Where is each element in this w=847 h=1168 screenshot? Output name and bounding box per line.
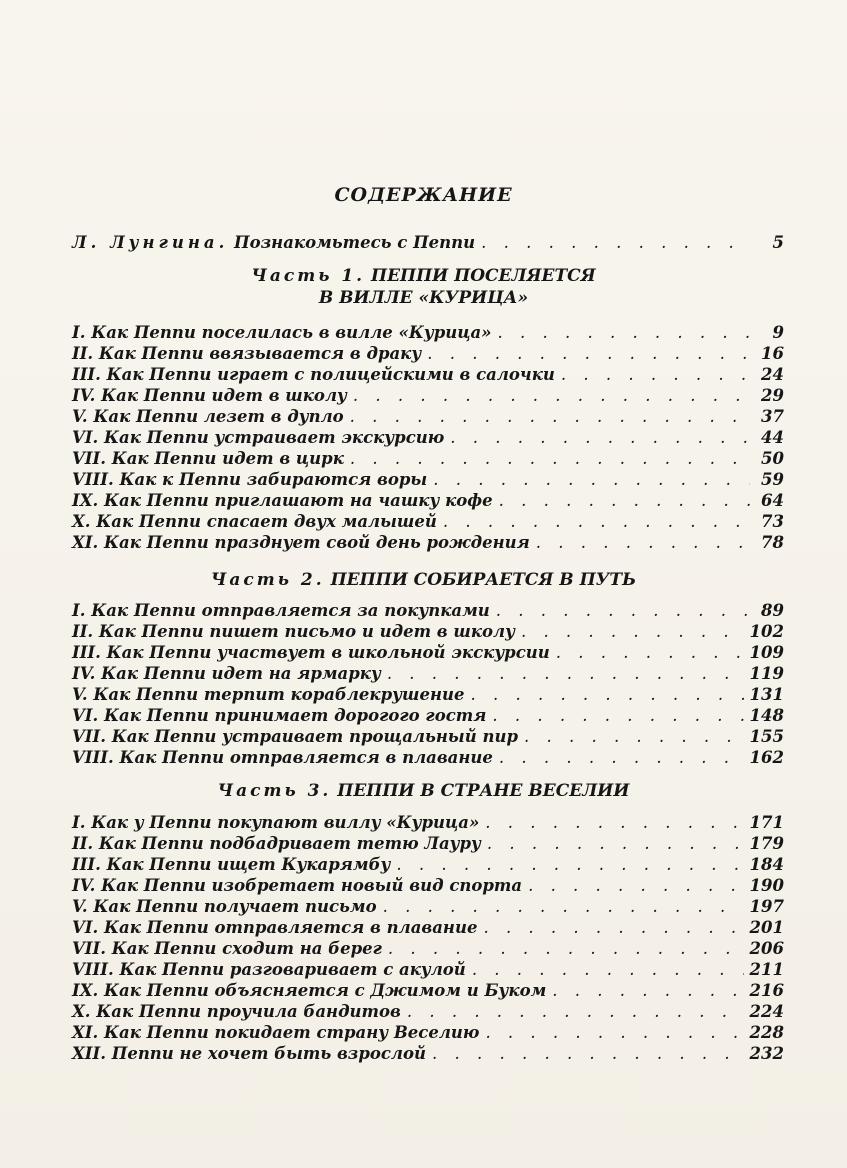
toc-entry-page: 5 bbox=[772, 233, 784, 252]
leader-dots bbox=[407, 1001, 744, 1022]
leader-dots bbox=[443, 511, 750, 532]
toc-entry[interactable] bbox=[72, 1043, 784, 1064]
toc-entry-title: I. Как у Пеппи покупают виллу «Курица» bbox=[72, 813, 480, 832]
toc-entry[interactable] bbox=[72, 1022, 784, 1043]
toc-entry[interactable] bbox=[72, 621, 784, 642]
toc-entry[interactable] bbox=[72, 511, 784, 532]
toc-entry-title: XI. Как Пеппи покидает страну Веселию bbox=[72, 1023, 480, 1042]
toc-entry[interactable] bbox=[72, 684, 784, 705]
part-1-list bbox=[72, 322, 784, 553]
toc-entry-page: 228 bbox=[749, 1023, 784, 1042]
intro-entry bbox=[72, 232, 784, 253]
part-1-heading: Часть 1. ПЕППИ ПОСЕЛЯЕТСЯ В ВИЛЛЕ «КУРИЦА» bbox=[251, 266, 596, 308]
toc-entry-page: 64 bbox=[761, 491, 784, 510]
toc-entry[interactable] bbox=[72, 959, 784, 980]
toc-entry[interactable] bbox=[72, 490, 784, 511]
leader-dots bbox=[496, 600, 750, 621]
toc-entry[interactable] bbox=[72, 232, 784, 253]
toc-entry-page: 155 bbox=[749, 727, 784, 746]
toc-entry-page: 73 bbox=[761, 512, 784, 531]
leader-dots bbox=[536, 532, 750, 553]
toc-entry-title: III. Как Пеппи ищет Кукарямбу bbox=[72, 855, 391, 874]
leader-dots bbox=[521, 621, 744, 642]
toc-entry[interactable] bbox=[72, 663, 784, 684]
toc-entry-page: 78 bbox=[761, 533, 784, 552]
part-3-list bbox=[72, 812, 784, 1064]
part-2-list bbox=[72, 600, 784, 768]
toc-entry-title: Л. Лунгина. Познакомьтесь с Пеппи bbox=[72, 233, 476, 252]
toc-entry-page: 9 bbox=[772, 323, 784, 342]
toc-entry-title: VI. Как Пеппи принимает дорогого гостя bbox=[72, 706, 487, 725]
leader-dots bbox=[470, 684, 743, 705]
leader-dots bbox=[524, 726, 744, 747]
toc-entry-title: V. Как Пеппи лезет в дупло bbox=[72, 407, 344, 426]
toc-entry-page: 184 bbox=[749, 855, 784, 874]
leader-dots bbox=[483, 917, 743, 938]
toc-entry[interactable] bbox=[72, 705, 784, 726]
toc-entry-title: VI. Как Пеппи устраивает экскурсию bbox=[72, 428, 445, 447]
leader-dots bbox=[499, 490, 750, 511]
toc-entry[interactable] bbox=[72, 896, 784, 917]
leader-dots bbox=[388, 938, 744, 959]
leader-dots bbox=[472, 959, 744, 980]
toc-entry-page: 119 bbox=[749, 664, 784, 683]
toc-entry-page: 131 bbox=[749, 685, 784, 704]
toc-entry-title: IV. Как Пеппи изобретает новый вид спорта bbox=[72, 876, 523, 895]
leader-dots bbox=[383, 896, 744, 917]
toc-entry[interactable] bbox=[72, 833, 784, 854]
toc-entry-title: IV. Как Пеппи идет в школу bbox=[72, 386, 347, 405]
toc-entry-page: 148 bbox=[749, 706, 784, 725]
leader-dots bbox=[450, 427, 750, 448]
toc-entry-title: III. Как Пеппи участвует в школьной экскурсии bbox=[72, 643, 550, 662]
toc-entry[interactable] bbox=[72, 322, 784, 343]
toc-entry[interactable] bbox=[72, 364, 784, 385]
toc-entry-title: III. Как Пеппи играет с полицейскими в салочки bbox=[72, 365, 555, 384]
toc-entry[interactable] bbox=[72, 343, 784, 364]
toc-entry-page: 224 bbox=[749, 1002, 784, 1021]
toc-entry-title: II. Как Пеппи пишет письмо и идет в школу bbox=[72, 622, 515, 641]
leader-dots bbox=[481, 232, 750, 253]
toc-entry-page: 206 bbox=[749, 939, 784, 958]
leader-dots bbox=[552, 980, 743, 1001]
toc-entry-page: 211 bbox=[749, 960, 784, 979]
toc-entry-title: VIII. Как к Пеппи забираются воры bbox=[72, 470, 428, 489]
leader-dots bbox=[427, 343, 750, 364]
toc-entry-title: XII. Пеппи не хочет быть взрослой bbox=[72, 1044, 426, 1063]
toc-entry-page: 197 bbox=[749, 897, 784, 916]
toc-entry[interactable] bbox=[72, 812, 784, 833]
toc-entry-page: 216 bbox=[749, 981, 784, 1000]
leader-dots bbox=[396, 854, 743, 875]
toc-entry-page: 16 bbox=[761, 344, 784, 363]
toc-entry-title: VII. Как Пеппи идет в цирк bbox=[72, 449, 344, 468]
leader-dots bbox=[528, 875, 743, 896]
toc-entry[interactable] bbox=[72, 938, 784, 959]
toc-entry-page: 109 bbox=[749, 643, 784, 662]
toc-entry-page: 44 bbox=[761, 428, 784, 447]
toc-entry-page: 24 bbox=[761, 365, 784, 384]
toc-entry[interactable] bbox=[72, 469, 784, 490]
leader-dots bbox=[499, 747, 744, 768]
toc-entry[interactable] bbox=[72, 406, 784, 427]
toc-entry[interactable] bbox=[72, 642, 784, 663]
toc-entry-page: 102 bbox=[749, 622, 784, 641]
toc-entry-title: VIII. Как Пеппи разговаривает с акулой bbox=[72, 960, 466, 979]
leader-dots bbox=[433, 469, 750, 490]
toc-entry-title: X. Как Пеппи спасает двух малышей bbox=[72, 512, 437, 531]
toc-entry[interactable] bbox=[72, 875, 784, 896]
toc-entry[interactable] bbox=[72, 532, 784, 553]
leader-dots bbox=[432, 1043, 744, 1064]
toc-entry-page: 190 bbox=[749, 876, 784, 895]
toc-entry-title: X. Как Пеппи проучила бандитов bbox=[72, 1002, 401, 1021]
toc-entry[interactable] bbox=[72, 427, 784, 448]
toc-entry-title: IX. Как Пеппи объясняется с Джимом и Буком bbox=[72, 981, 547, 1000]
leader-dots bbox=[492, 705, 743, 726]
leader-dots bbox=[350, 406, 750, 427]
leader-dots bbox=[485, 1022, 743, 1043]
leader-dots bbox=[498, 322, 751, 343]
toc-entry-title: II. Как Пеппи подбадривает тетю Лауру bbox=[72, 834, 481, 853]
toc-entry-title: I. Как Пеппи поселилась в вилле «Курица» bbox=[72, 323, 492, 342]
toc-entry-title: IV. Как Пеппи идет на ярмарку bbox=[72, 664, 381, 683]
leader-dots bbox=[561, 364, 750, 385]
toc-entry-page: 50 bbox=[761, 449, 784, 468]
toc-entry[interactable] bbox=[72, 1001, 784, 1022]
toc-entry-title: IX. Как Пеппи приглашают на чашку кофе bbox=[72, 491, 493, 510]
toc-entry-page: 59 bbox=[761, 470, 784, 489]
toc-entry-page: 201 bbox=[749, 918, 784, 937]
toc-entry-title: VII. Как Пеппи сходит на берег bbox=[72, 939, 382, 958]
toc-entry[interactable] bbox=[72, 980, 784, 1001]
toc-entry[interactable] bbox=[72, 747, 784, 768]
toc-entry-title: VIII. Как Пеппи отправляется в плавание bbox=[72, 748, 493, 767]
toc-entry[interactable] bbox=[72, 726, 784, 747]
toc-entry[interactable] bbox=[72, 600, 784, 621]
leader-dots bbox=[350, 448, 750, 469]
part-3-heading: Часть 3. ПЕППИ В СТРАНЕ ВЕСЕЛИИ bbox=[217, 781, 630, 801]
toc-entry-page: 179 bbox=[749, 834, 784, 853]
toc-entry-page: 232 bbox=[749, 1044, 784, 1063]
toc-entry-page: 162 bbox=[749, 748, 784, 767]
toc-entry-title: I. Как Пеппи отправляется за покупками bbox=[72, 601, 490, 620]
toc-entry-title: II. Как Пеппи ввязывается в драку bbox=[72, 344, 422, 363]
toc-entry-page: 89 bbox=[761, 601, 784, 620]
toc-entry[interactable] bbox=[72, 448, 784, 469]
toc-entry-title: V. Как Пеппи терпит кораблекрушение bbox=[72, 685, 465, 704]
part-2-heading: Часть 2. ПЕППИ СОБИРАЕТСЯ В ПУТЬ bbox=[210, 570, 637, 590]
toc-entry-title: VII. Как Пеппи устраивает прощальный пир bbox=[72, 727, 518, 746]
leader-dots bbox=[556, 642, 744, 663]
toc-entry-title: XI. Как Пеппи празднует свой день рождения bbox=[72, 533, 530, 552]
leader-dots bbox=[487, 833, 744, 854]
page-title: СОДЕРЖАНИЕ bbox=[334, 184, 513, 206]
toc-entry-page: 29 bbox=[761, 386, 784, 405]
toc-entry-page: 37 bbox=[761, 407, 784, 426]
toc-entry-title: V. Как Пеппи получает письмо bbox=[72, 897, 377, 916]
toc-entry[interactable] bbox=[72, 917, 784, 938]
toc-entry[interactable] bbox=[72, 854, 784, 875]
toc-entry-title: VI. Как Пеппи отправляется в плавание bbox=[72, 918, 478, 937]
leader-dots bbox=[387, 663, 744, 684]
toc-entry-page: 171 bbox=[749, 813, 784, 832]
toc-entry[interactable] bbox=[72, 385, 784, 406]
leader-dots bbox=[353, 385, 750, 406]
leader-dots bbox=[485, 812, 743, 833]
